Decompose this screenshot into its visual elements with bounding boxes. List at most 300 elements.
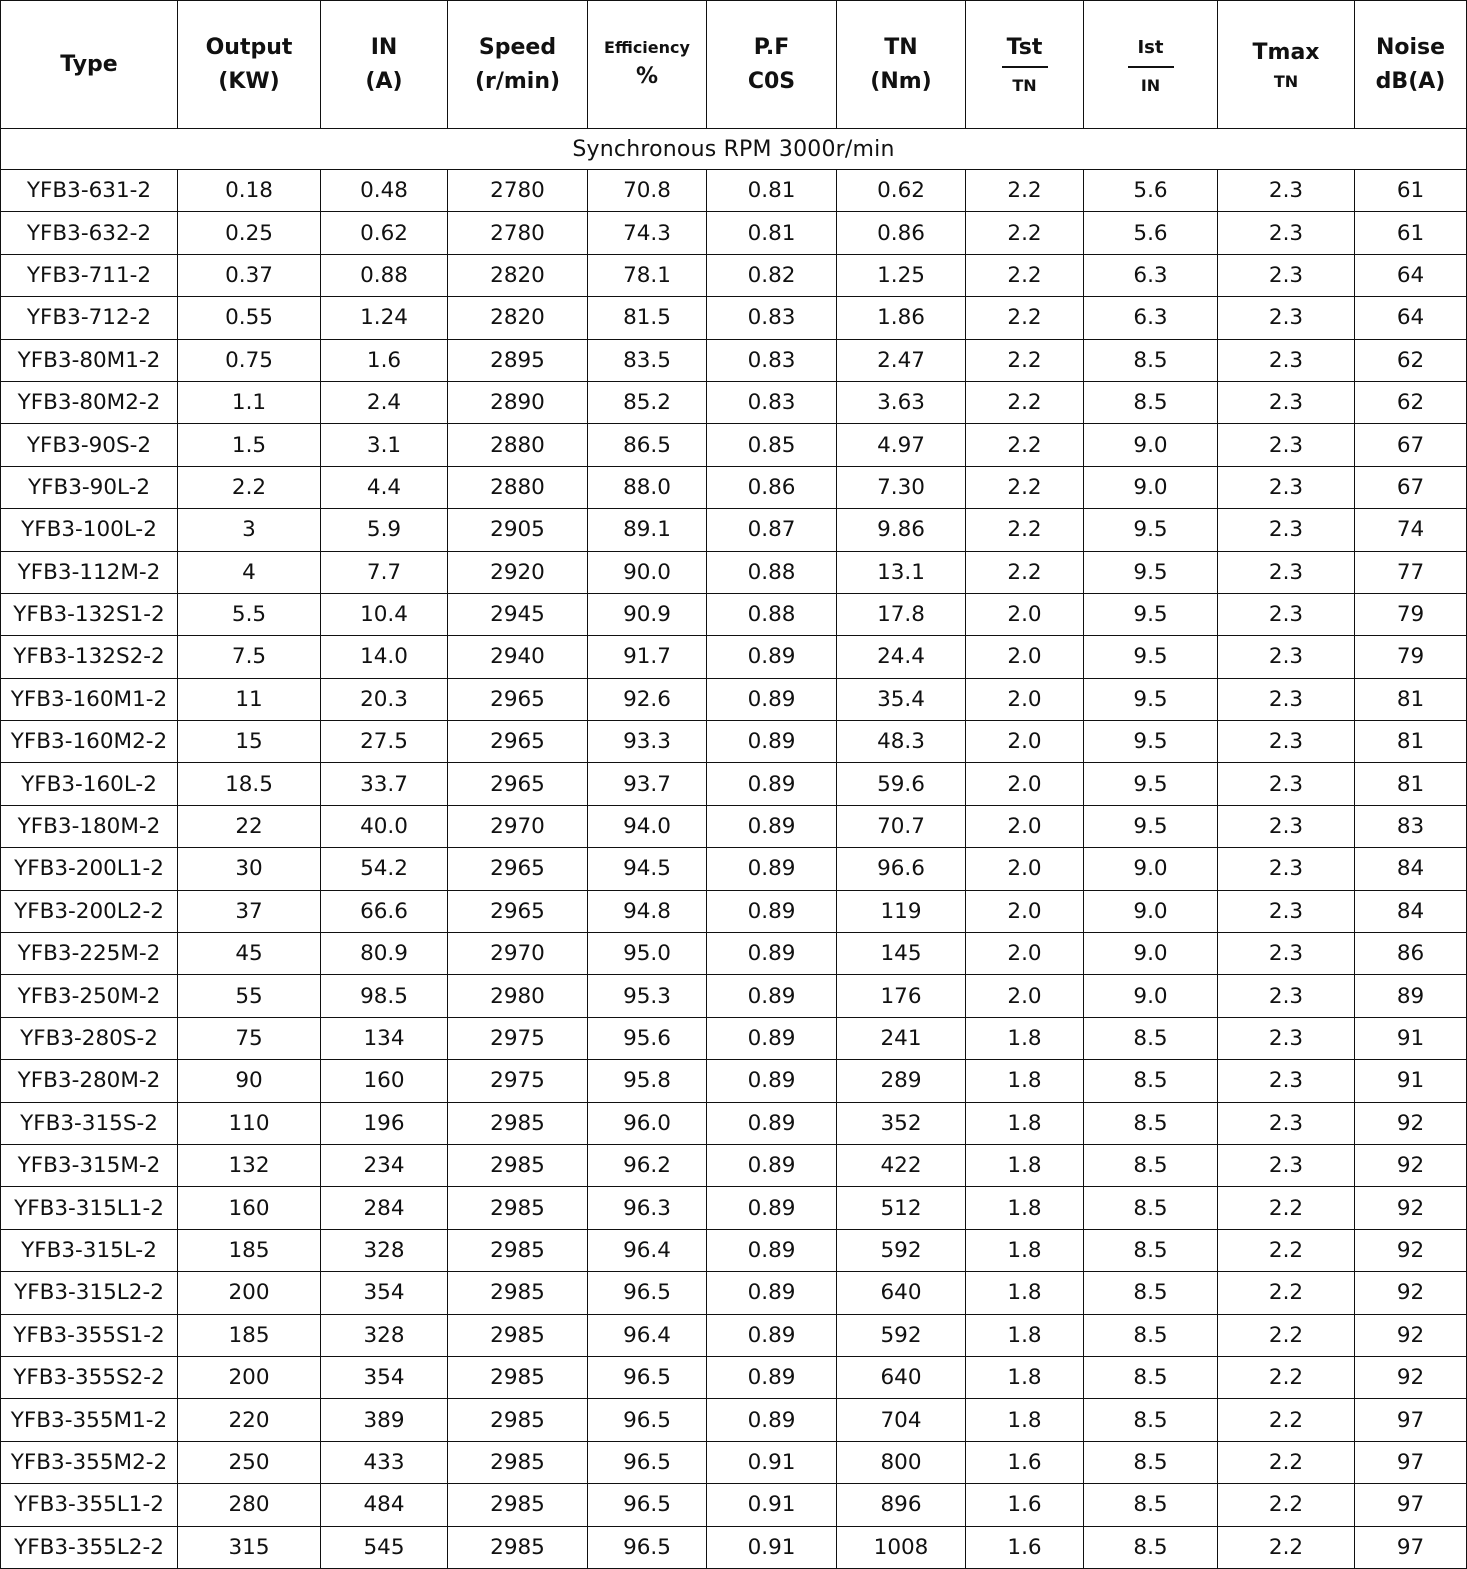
cell-in: 328 [321, 1229, 448, 1271]
header-in: IN (A) [321, 1, 448, 129]
cell-tmax-tn: 2.2 [1218, 1356, 1355, 1398]
cell-in: 0.48 [321, 170, 448, 212]
cell-tmax-tn: 2.2 [1218, 1314, 1355, 1356]
cell-type: YFB3-200L1-2 [1, 848, 178, 890]
header-output: Output (KW) [178, 1, 321, 129]
cell-speed: 2895 [448, 339, 588, 381]
cell-efficiency: 86.5 [588, 424, 707, 466]
cell-tmax-tn: 2.3 [1218, 254, 1355, 296]
cell-type: YFB3-712-2 [1, 297, 178, 339]
cell-noise: 67 [1355, 424, 1467, 466]
cell-ist-in: 8.5 [1084, 1356, 1218, 1398]
cell-tmax-tn: 2.3 [1218, 933, 1355, 975]
cell-output: 75 [178, 1017, 321, 1059]
cell-pf: 0.86 [707, 466, 837, 508]
cell-noise: 61 [1355, 212, 1467, 254]
cell-in: 66.6 [321, 890, 448, 932]
cell-speed: 2965 [448, 890, 588, 932]
cell-tst-tn: 1.8 [966, 1356, 1084, 1398]
cell-efficiency: 93.3 [588, 721, 707, 763]
table-row [1, 1526, 1467, 1568]
cell-output: 280 [178, 1484, 321, 1526]
cell-pf: 0.89 [707, 805, 837, 847]
cell-ist-in: 9.0 [1084, 975, 1218, 1017]
cell-tst-tn: 2.0 [966, 721, 1084, 763]
cell-output: 110 [178, 1102, 321, 1144]
cell-tst-tn: 2.0 [966, 933, 1084, 975]
cell-pf: 0.89 [707, 1187, 837, 1229]
table-row [1, 424, 1467, 466]
cell-tst-tn: 2.2 [966, 424, 1084, 466]
cell-ist-in: 9.5 [1084, 551, 1218, 593]
cell-in: 40.0 [321, 805, 448, 847]
cell-ist-in: 8.5 [1084, 381, 1218, 423]
cell-speed: 2970 [448, 933, 588, 975]
cell-ist-in: 5.6 [1084, 170, 1218, 212]
table-row [1, 551, 1467, 593]
cell-efficiency: 74.3 [588, 212, 707, 254]
cell-ist-in: 8.5 [1084, 1272, 1218, 1314]
cell-tn: 48.3 [837, 721, 966, 763]
cell-tmax-tn: 2.3 [1218, 297, 1355, 339]
cell-in: 27.5 [321, 721, 448, 763]
cell-noise: 92 [1355, 1187, 1467, 1229]
cell-pf: 0.89 [707, 1060, 837, 1102]
cell-tst-tn: 2.2 [966, 551, 1084, 593]
cell-pf: 0.83 [707, 381, 837, 423]
table-row [1, 1229, 1467, 1271]
cell-noise: 67 [1355, 466, 1467, 508]
table-row [1, 212, 1467, 254]
cell-type: YFB3-160M1-2 [1, 678, 178, 720]
cell-noise: 92 [1355, 1356, 1467, 1398]
table-row [1, 1187, 1467, 1229]
cell-output: 0.75 [178, 339, 321, 381]
table-row [1, 339, 1467, 381]
cell-output: 11 [178, 678, 321, 720]
cell-speed: 2985 [448, 1102, 588, 1144]
cell-speed: 2945 [448, 593, 588, 635]
cell-tmax-tn: 2.3 [1218, 1102, 1355, 1144]
cell-in: 484 [321, 1484, 448, 1526]
cell-tn: 9.86 [837, 509, 966, 551]
cell-tst-tn: 2.0 [966, 636, 1084, 678]
table-row [1, 1399, 1467, 1441]
cell-output: 0.37 [178, 254, 321, 296]
cell-in: 54.2 [321, 848, 448, 890]
cell-tst-tn: 2.0 [966, 848, 1084, 890]
cell-type: YFB3-80M2-2 [1, 381, 178, 423]
table-row [1, 509, 1467, 551]
cell-tmax-tn: 2.3 [1218, 509, 1355, 551]
table-row [1, 721, 1467, 763]
cell-tn: 59.6 [837, 763, 966, 805]
cell-type: YFB3-132S1-2 [1, 593, 178, 635]
cell-type: YFB3-280S-2 [1, 1017, 178, 1059]
cell-speed: 2975 [448, 1060, 588, 1102]
cell-tst-tn: 1.8 [966, 1060, 1084, 1102]
cell-tmax-tn: 2.3 [1218, 678, 1355, 720]
cell-efficiency: 95.3 [588, 975, 707, 1017]
cell-tmax-tn: 2.3 [1218, 763, 1355, 805]
cell-noise: 91 [1355, 1060, 1467, 1102]
cell-tn: 176 [837, 975, 966, 1017]
cell-efficiency: 96.4 [588, 1314, 707, 1356]
cell-speed: 2965 [448, 848, 588, 890]
cell-efficiency: 96.3 [588, 1187, 707, 1229]
cell-tmax-tn: 2.3 [1218, 1144, 1355, 1186]
cell-tmax-tn: 2.3 [1218, 1017, 1355, 1059]
cell-output: 15 [178, 721, 321, 763]
cell-noise: 81 [1355, 678, 1467, 720]
cell-noise: 97 [1355, 1441, 1467, 1483]
header-type: Type [1, 1, 178, 129]
table-row [1, 805, 1467, 847]
header-tmax-tn: Tmax TN [1218, 1, 1355, 129]
cell-noise: 84 [1355, 890, 1467, 932]
cell-speed: 2905 [448, 509, 588, 551]
cell-pf: 0.88 [707, 593, 837, 635]
cell-efficiency: 96.4 [588, 1229, 707, 1271]
cell-noise: 79 [1355, 593, 1467, 635]
cell-type: YFB3-100L-2 [1, 509, 178, 551]
cell-in: 545 [321, 1526, 448, 1568]
cell-in: 160 [321, 1060, 448, 1102]
cell-tn: 1008 [837, 1526, 966, 1568]
cell-output: 185 [178, 1314, 321, 1356]
cell-in: 10.4 [321, 593, 448, 635]
cell-tst-tn: 2.0 [966, 890, 1084, 932]
cell-speed: 2940 [448, 636, 588, 678]
table-row [1, 297, 1467, 339]
cell-speed: 2985 [448, 1399, 588, 1441]
cell-pf: 0.91 [707, 1484, 837, 1526]
cell-tmax-tn: 2.2 [1218, 1526, 1355, 1568]
cell-ist-in: 8.5 [1084, 1484, 1218, 1526]
cell-ist-in: 9.5 [1084, 805, 1218, 847]
cell-tmax-tn: 2.3 [1218, 339, 1355, 381]
table-row [1, 381, 1467, 423]
cell-in: 0.62 [321, 212, 448, 254]
cell-tst-tn: 1.8 [966, 1314, 1084, 1356]
cell-noise: 77 [1355, 551, 1467, 593]
cell-in: 389 [321, 1399, 448, 1441]
cell-ist-in: 9.0 [1084, 890, 1218, 932]
cell-ist-in: 9.5 [1084, 721, 1218, 763]
header-tst-tn: Tst TN [966, 1, 1084, 129]
cell-type: YFB3-355M1-2 [1, 1399, 178, 1441]
cell-type: YFB3-355L2-2 [1, 1526, 178, 1568]
table-row [1, 763, 1467, 805]
cell-efficiency: 81.5 [588, 297, 707, 339]
cell-tn: 17.8 [837, 593, 966, 635]
cell-noise: 61 [1355, 170, 1467, 212]
cell-efficiency: 96.0 [588, 1102, 707, 1144]
cell-speed: 2920 [448, 551, 588, 593]
cell-in: 20.3 [321, 678, 448, 720]
cell-tmax-tn: 2.3 [1218, 1060, 1355, 1102]
cell-in: 80.9 [321, 933, 448, 975]
cell-tst-tn: 2.0 [966, 763, 1084, 805]
cell-tst-tn: 1.8 [966, 1229, 1084, 1271]
header-pf: P.F C0S [707, 1, 837, 129]
cell-noise: 92 [1355, 1144, 1467, 1186]
cell-in: 98.5 [321, 975, 448, 1017]
cell-tst-tn: 2.2 [966, 170, 1084, 212]
cell-in: 234 [321, 1144, 448, 1186]
cell-in: 4.4 [321, 466, 448, 508]
cell-tst-tn: 2.0 [966, 593, 1084, 635]
cell-pf: 0.89 [707, 763, 837, 805]
cell-pf: 0.88 [707, 551, 837, 593]
cell-speed: 2880 [448, 424, 588, 466]
cell-ist-in: 8.5 [1084, 1441, 1218, 1483]
cell-tn: 896 [837, 1484, 966, 1526]
cell-speed: 2975 [448, 1017, 588, 1059]
cell-speed: 2965 [448, 678, 588, 720]
cell-output: 55 [178, 975, 321, 1017]
cell-speed: 2780 [448, 170, 588, 212]
cell-tmax-tn: 2.3 [1218, 593, 1355, 635]
table-row [1, 975, 1467, 1017]
cell-pf: 0.89 [707, 890, 837, 932]
cell-tn: 24.4 [837, 636, 966, 678]
cell-efficiency: 95.6 [588, 1017, 707, 1059]
cell-pf: 0.89 [707, 1102, 837, 1144]
cell-noise: 81 [1355, 721, 1467, 763]
cell-output: 22 [178, 805, 321, 847]
cell-in: 0.88 [321, 254, 448, 296]
cell-output: 160 [178, 1187, 321, 1229]
cell-pf: 0.89 [707, 1017, 837, 1059]
cell-tst-tn: 2.2 [966, 339, 1084, 381]
cell-efficiency: 90.0 [588, 551, 707, 593]
cell-ist-in: 8.5 [1084, 1187, 1218, 1229]
cell-tn: 2.47 [837, 339, 966, 381]
cell-tst-tn: 2.2 [966, 509, 1084, 551]
cell-tmax-tn: 2.3 [1218, 551, 1355, 593]
cell-pf: 0.89 [707, 1272, 837, 1314]
cell-tmax-tn: 2.3 [1218, 466, 1355, 508]
cell-noise: 62 [1355, 381, 1467, 423]
cell-ist-in: 9.5 [1084, 593, 1218, 635]
cell-noise: 64 [1355, 297, 1467, 339]
cell-tst-tn: 2.2 [966, 254, 1084, 296]
cell-speed: 2985 [448, 1314, 588, 1356]
cell-noise: 97 [1355, 1526, 1467, 1568]
cell-ist-in: 8.5 [1084, 1017, 1218, 1059]
cell-ist-in: 8.5 [1084, 1526, 1218, 1568]
cell-type: YFB3-355L1-2 [1, 1484, 178, 1526]
cell-type: YFB3-631-2 [1, 170, 178, 212]
cell-output: 220 [178, 1399, 321, 1441]
cell-in: 5.9 [321, 509, 448, 551]
cell-efficiency: 96.5 [588, 1441, 707, 1483]
group-row [1, 129, 1467, 170]
cell-efficiency: 78.1 [588, 254, 707, 296]
cell-tst-tn: 1.6 [966, 1441, 1084, 1483]
cell-output: 1.5 [178, 424, 321, 466]
cell-tmax-tn: 2.2 [1218, 1441, 1355, 1483]
table-row [1, 1272, 1467, 1314]
table-row [1, 890, 1467, 932]
cell-in: 134 [321, 1017, 448, 1059]
cell-output: 18.5 [178, 763, 321, 805]
cell-tmax-tn: 2.3 [1218, 975, 1355, 1017]
cell-efficiency: 96.2 [588, 1144, 707, 1186]
header-speed: Speed (r/min) [448, 1, 588, 129]
cell-output: 5.5 [178, 593, 321, 635]
cell-efficiency: 96.5 [588, 1399, 707, 1441]
cell-tmax-tn: 2.3 [1218, 636, 1355, 678]
fraction-bar [1002, 66, 1048, 68]
cell-ist-in: 8.5 [1084, 1102, 1218, 1144]
cell-speed: 2980 [448, 975, 588, 1017]
cell-type: YFB3-315L-2 [1, 1229, 178, 1271]
cell-pf: 0.82 [707, 254, 837, 296]
cell-in: 3.1 [321, 424, 448, 466]
cell-speed: 2890 [448, 381, 588, 423]
cell-efficiency: 95.0 [588, 933, 707, 975]
cell-speed: 2985 [448, 1441, 588, 1483]
cell-in: 433 [321, 1441, 448, 1483]
cell-in: 284 [321, 1187, 448, 1229]
header-tn: TN (Nm) [837, 1, 966, 129]
cell-pf: 0.89 [707, 1399, 837, 1441]
cell-tst-tn: 1.8 [966, 1272, 1084, 1314]
table-row [1, 1441, 1467, 1483]
cell-in: 33.7 [321, 763, 448, 805]
cell-efficiency: 92.6 [588, 678, 707, 720]
cell-pf: 0.89 [707, 848, 837, 890]
table-row [1, 1017, 1467, 1059]
cell-noise: 92 [1355, 1229, 1467, 1271]
cell-tn: 241 [837, 1017, 966, 1059]
cell-efficiency: 89.1 [588, 509, 707, 551]
cell-tn: 289 [837, 1060, 966, 1102]
cell-efficiency: 96.5 [588, 1272, 707, 1314]
cell-noise: 97 [1355, 1484, 1467, 1526]
cell-ist-in: 9.5 [1084, 678, 1218, 720]
cell-tst-tn: 2.0 [966, 805, 1084, 847]
cell-tst-tn: 2.2 [966, 297, 1084, 339]
cell-tst-tn: 2.2 [966, 212, 1084, 254]
cell-type: YFB3-180M-2 [1, 805, 178, 847]
cell-tn: 800 [837, 1441, 966, 1483]
table-row [1, 1060, 1467, 1102]
cell-output: 200 [178, 1272, 321, 1314]
cell-tn: 422 [837, 1144, 966, 1186]
cell-type: YFB3-315L2-2 [1, 1272, 178, 1314]
cell-pf: 0.87 [707, 509, 837, 551]
cell-in: 14.0 [321, 636, 448, 678]
cell-type: YFB3-315S-2 [1, 1102, 178, 1144]
cell-efficiency: 90.9 [588, 593, 707, 635]
cell-type: YFB3-355M2-2 [1, 1441, 178, 1483]
cell-tst-tn: 1.6 [966, 1526, 1084, 1568]
cell-tn: 3.63 [837, 381, 966, 423]
cell-in: 1.24 [321, 297, 448, 339]
fraction-bar [1128, 66, 1174, 68]
cell-noise: 84 [1355, 848, 1467, 890]
cell-noise: 86 [1355, 933, 1467, 975]
cell-tn: 35.4 [837, 678, 966, 720]
cell-type: YFB3-160M2-2 [1, 721, 178, 763]
cell-output: 37 [178, 890, 321, 932]
cell-tn: 592 [837, 1314, 966, 1356]
cell-type: YFB3-112M-2 [1, 551, 178, 593]
cell-tn: 0.62 [837, 170, 966, 212]
cell-output: 132 [178, 1144, 321, 1186]
table-row [1, 1356, 1467, 1398]
cell-tmax-tn: 2.3 [1218, 805, 1355, 847]
cell-tn: 13.1 [837, 551, 966, 593]
cell-tmax-tn: 2.2 [1218, 1399, 1355, 1441]
cell-efficiency: 96.5 [588, 1484, 707, 1526]
cell-output: 0.25 [178, 212, 321, 254]
cell-output: 3 [178, 509, 321, 551]
cell-type: YFB3-315M-2 [1, 1144, 178, 1186]
cell-pf: 0.81 [707, 170, 837, 212]
cell-tmax-tn: 2.3 [1218, 212, 1355, 254]
cell-type: YFB3-160L-2 [1, 763, 178, 805]
cell-ist-in: 8.5 [1084, 339, 1218, 381]
cell-efficiency: 94.8 [588, 890, 707, 932]
cell-pf: 0.81 [707, 212, 837, 254]
cell-type: YFB3-250M-2 [1, 975, 178, 1017]
cell-tst-tn: 2.2 [966, 466, 1084, 508]
table-row [1, 1314, 1467, 1356]
cell-speed: 2985 [448, 1187, 588, 1229]
cell-efficiency: 96.5 [588, 1526, 707, 1568]
cell-noise: 81 [1355, 763, 1467, 805]
cell-pf: 0.83 [707, 339, 837, 381]
cell-type: YFB3-225M-2 [1, 933, 178, 975]
cell-tn: 70.7 [837, 805, 966, 847]
cell-efficiency: 94.0 [588, 805, 707, 847]
cell-tst-tn: 1.8 [966, 1144, 1084, 1186]
cell-noise: 64 [1355, 254, 1467, 296]
cell-speed: 2985 [448, 1356, 588, 1398]
cell-tst-tn: 2.2 [966, 381, 1084, 423]
cell-tst-tn: 1.8 [966, 1102, 1084, 1144]
cell-ist-in: 8.5 [1084, 1229, 1218, 1271]
cell-type: YFB3-632-2 [1, 212, 178, 254]
cell-pf: 0.89 [707, 1144, 837, 1186]
table-row [1, 254, 1467, 296]
cell-in: 354 [321, 1272, 448, 1314]
cell-ist-in: 9.0 [1084, 848, 1218, 890]
cell-output: 250 [178, 1441, 321, 1483]
cell-in: 1.6 [321, 339, 448, 381]
cell-tn: 512 [837, 1187, 966, 1229]
cell-output: 7.5 [178, 636, 321, 678]
table-row [1, 1484, 1467, 1526]
cell-tn: 96.6 [837, 848, 966, 890]
cell-noise: 89 [1355, 975, 1467, 1017]
cell-output: 2.2 [178, 466, 321, 508]
header-efficiency: Efficiency % [588, 1, 707, 129]
table-row [1, 636, 1467, 678]
cell-speed: 2985 [448, 1526, 588, 1568]
cell-pf: 0.89 [707, 1356, 837, 1398]
cell-type: YFB3-280M-2 [1, 1060, 178, 1102]
cell-speed: 2880 [448, 466, 588, 508]
cell-pf: 0.89 [707, 975, 837, 1017]
cell-tst-tn: 1.6 [966, 1484, 1084, 1526]
cell-ist-in: 9.5 [1084, 763, 1218, 805]
cell-in: 7.7 [321, 551, 448, 593]
